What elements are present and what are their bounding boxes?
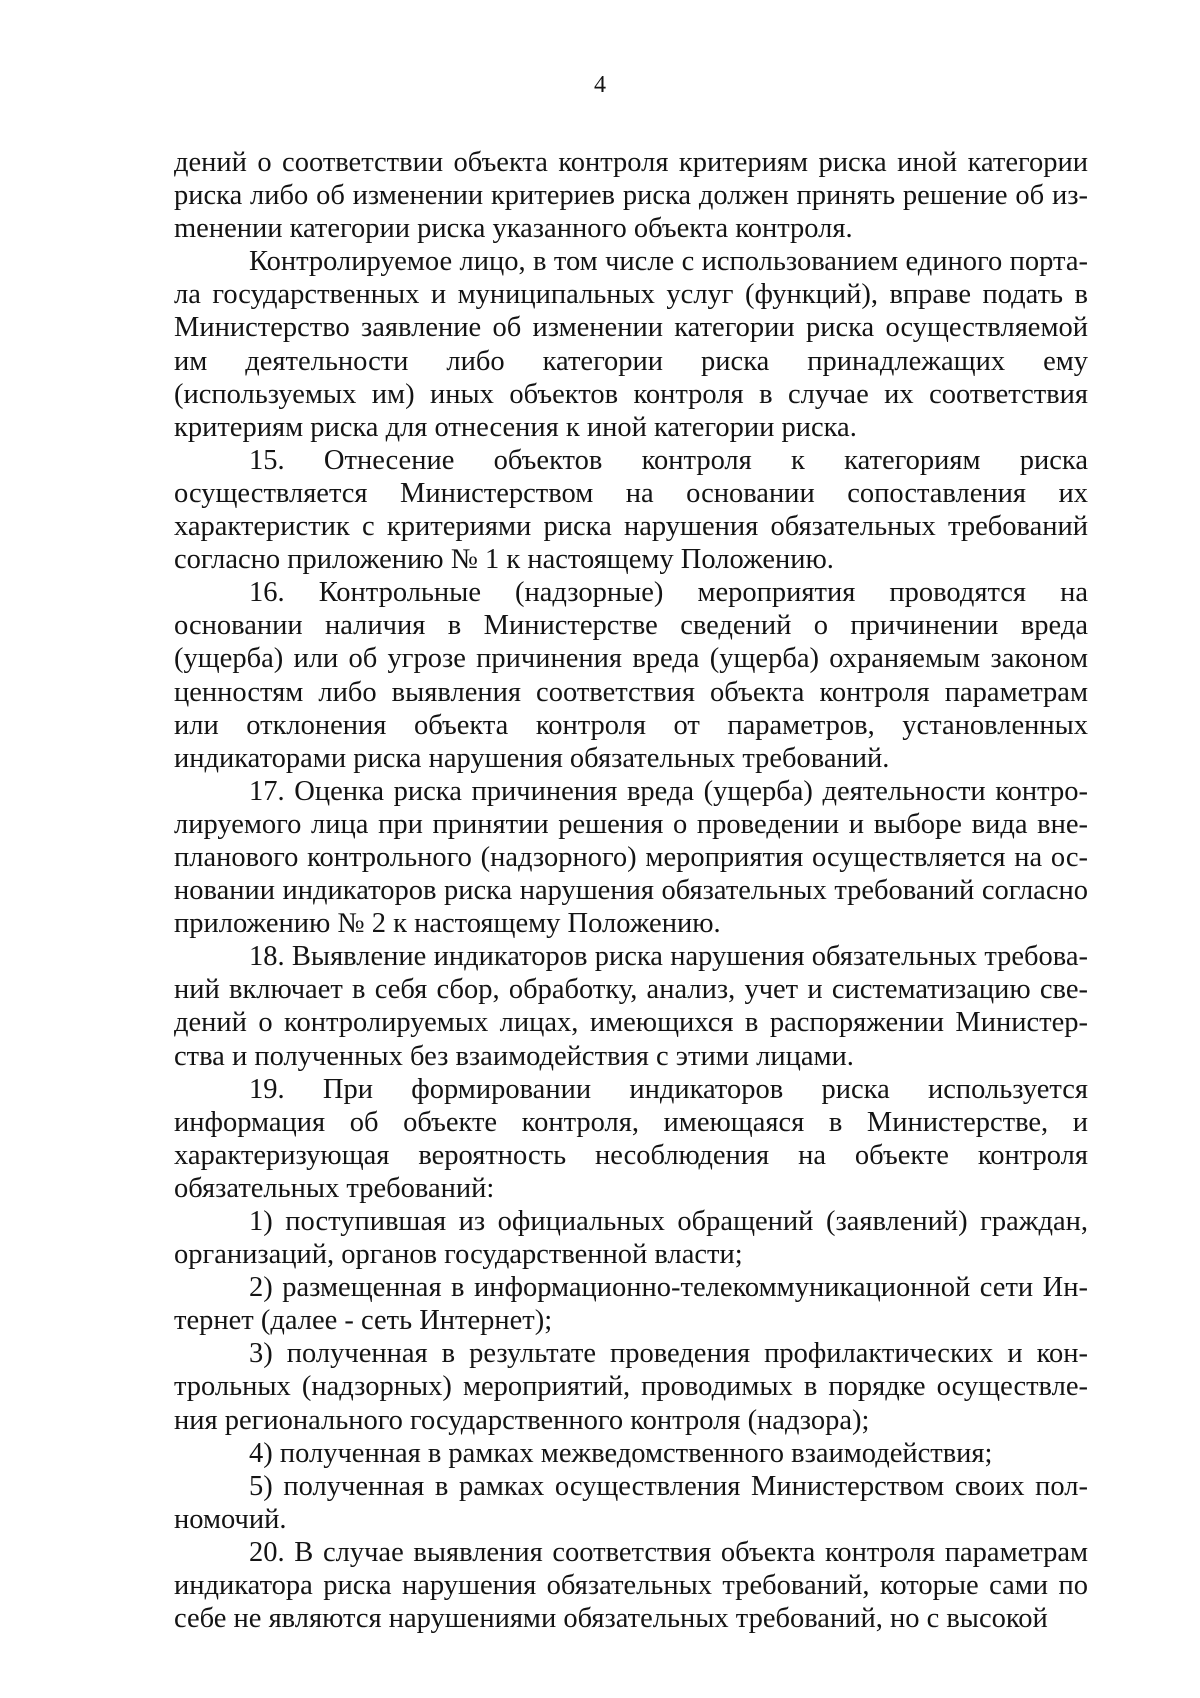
list-item-4: 4) полученная в рамках межведомственного взаимодействия; (249, 1437, 993, 1469)
paragraph-15: 15. Отнесение объектов контроля к категориям риска осуществляется Министерством на основании сопоставления их характеристик с критериями риска нарушения обязательных требований согласно приложению № 1 к настоящему Положению. (174, 444, 1088, 576)
list-item-5: 5) полученная в рамках осуществления Министерством своих полномочий. (174, 1470, 1088, 1535)
document-body (174, 146, 1088, 1635)
page-number: 4 (594, 72, 606, 98)
paragraph-18: 18. Выявление индикаторов риска нарушения обязательных требований включает в себя сбор, обработку, анализ, учет и систематизацию сведений о контролируемых лицах, имеющихся в распоряжении Министерства и полученных без взаимодействия с этими лицами. (174, 941, 1088, 1072)
list-item-1: 1) поступившая из официальных обращений (заявлений) граждан, организаций, органов государственной власти; (174, 1206, 1088, 1271)
paragraph-17: 17. Оценка риска причинения вреда (ущерба) деятельности контролируемого лица при принятии решения о проведении и выборе вида внепланового контрольного (надзорного) мероприятия осуществляется на основании индикаторов риска нарушения обязательных требований согласно приложению № 2 к настоящему Положению. (174, 775, 1088, 940)
list-item-3: 3) полученная в результате проведения профилактических и контрольных (надзорных) мероприятий, проводимых в порядке осуществления регионального государственного контроля (надзора); (174, 1338, 1088, 1436)
paragraph-20: 20. В случае выявления соответствия объекта контроля параметрам индикатора риска нарушения обязательных требований, которые сами по себе не являются нарушениями обязательных требований, но с высокой (174, 1536, 1088, 1635)
paragraph-19: 19. При формировании индикаторов риска используется информация об объекте контроля, имеющаяся в Министерстве, и характеризующая вероятность несоблюдения на объекте контроля обязательных требований: (174, 1073, 1088, 1204)
paragraph-16: 16. Контрольные (надзорные) мероприятия проводятся на основании наличия в Министерстве сведений о причинении вреда (ущерба) или об угрозе причинения вреда (ущерба) охраняемым законом ценностям либо выявления соответствия объекта контроля параметрам или отклонения объекта контроля от параметров, установленных индикаторами риска нарушения обязательных требований. (174, 577, 1088, 774)
paragraph-controlled-person: Контролируемое лицо, в том числе с использованием единого портала государственных и муниципальных услуг (функций), вправе подать в Министерство заявление об изменении категории риска осуществляемой им деятельности либо категории риска принадлежащих ему (используемых им) иных объектов контроля в случае их соответствия критериям риска для отнесения к иной категории риска. (174, 246, 1088, 443)
list-item-2: 2) размещенная в информационно-телекоммуникационной сети Интернет (далее - сеть Интернет); (174, 1272, 1088, 1337)
paragraph-continuation: дений о соответствии объекта контроля критериям риска иной категории риска либо об изменении критериев риска должен принять решение об изmенении категории риска указанного объекта контроля. (174, 147, 1088, 245)
